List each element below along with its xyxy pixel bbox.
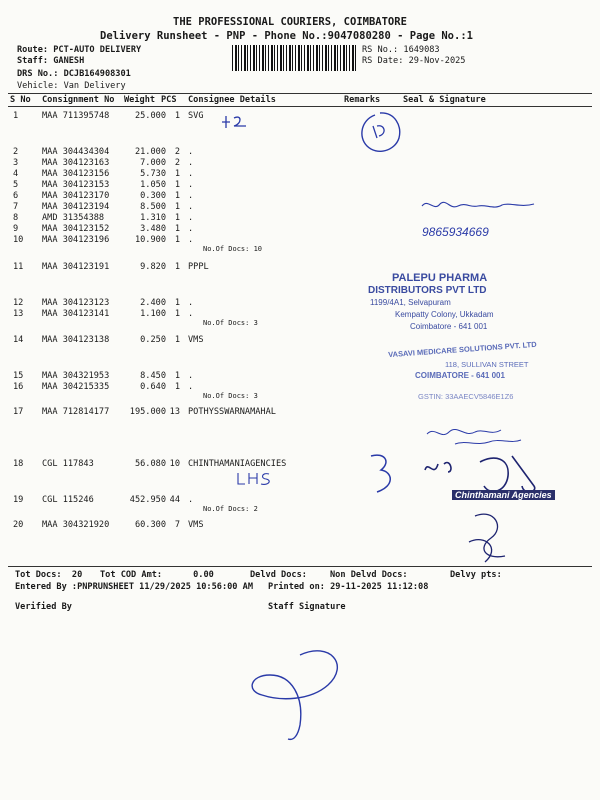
row-weight: 56.080	[134, 459, 166, 469]
row-weight: 8.500	[140, 202, 166, 212]
col-pcs: PCS	[161, 95, 177, 105]
staff-label: Staff: GANESH	[17, 56, 85, 66]
row-pcs: 1	[174, 298, 180, 308]
row-consignment-no: MAA 304123156	[42, 169, 110, 179]
total-cod: Tot COD Amt: 0.00	[100, 570, 214, 580]
row-sno: 2	[13, 147, 19, 157]
table-row	[0, 235, 600, 246]
row-consignee: .	[188, 202, 194, 212]
row-consignee: .	[188, 147, 194, 157]
row-weight: 25.000	[134, 111, 166, 121]
row-pcs: 1	[174, 382, 180, 392]
row-consignee: .	[188, 235, 194, 245]
row-pcs: 7	[174, 520, 180, 530]
row-sno: 13	[13, 309, 24, 319]
row-consignment-no: MAA 304123163	[42, 158, 110, 168]
column-header-row	[0, 95, 600, 106]
col-weight: Weight	[124, 95, 156, 105]
row-consignee: .	[188, 298, 194, 308]
row-sno: 10	[13, 235, 24, 245]
row-consignee: .	[188, 169, 194, 179]
table-row	[0, 371, 600, 382]
row-weight: 10.900	[134, 235, 166, 245]
row-weight: 9.820	[140, 262, 166, 272]
rs-number: RS No.: 1649083	[362, 45, 440, 55]
row-pcs: 44	[169, 495, 180, 505]
row-pcs: 1	[174, 309, 180, 319]
stamp-line: 118, SULLIVAN STREET	[445, 360, 529, 369]
drs-label: DRS No.: DCJB164908301	[17, 69, 131, 79]
col-consignee: Consignee Details	[188, 95, 276, 105]
table-row	[0, 309, 600, 320]
stamp-line: GSTIN: 33AAECV5846E1Z6	[418, 392, 514, 401]
row-pcs: 1	[174, 180, 180, 190]
col-sno: S No	[10, 95, 31, 105]
row-weight: 0.640	[140, 382, 166, 392]
row-consignee: .	[188, 371, 194, 381]
row-pcs: 1	[174, 224, 180, 234]
row-consignment-no: MAA 304123170	[42, 191, 110, 201]
row-sno: 17	[13, 407, 24, 417]
header-top-rule	[8, 93, 592, 94]
row-pcs: 1	[174, 191, 180, 201]
row-weight: 195.000	[129, 407, 166, 417]
row-sno: 7	[13, 202, 19, 212]
row-sno: 15	[13, 371, 24, 381]
row-weight: 2.400	[140, 298, 166, 308]
row-pcs: 1	[174, 262, 180, 272]
chinthamani-stamp: Chinthamani Agencies	[452, 490, 555, 500]
row-consignment-no: MAA 304123194	[42, 202, 110, 212]
table-row	[0, 224, 600, 235]
row-sno: 5	[13, 180, 19, 190]
row-pcs: 1	[174, 235, 180, 245]
row-weight: 7.000	[140, 158, 166, 168]
row-weight: 1.050	[140, 180, 166, 190]
row-weight: 3.480	[140, 224, 166, 234]
row-pcs: 2	[174, 158, 180, 168]
row-consignment-no: MAA 712814177	[42, 407, 110, 417]
row-consignment-no: MAA 304123138	[42, 335, 110, 345]
row-consignment-no: MAA 304123196	[42, 235, 110, 245]
table-row	[0, 180, 600, 191]
stamp-line: COIMBATORE - 641 001	[415, 371, 505, 380]
handwritten-circle-mark	[355, 108, 405, 158]
row-pcs: 10	[169, 459, 180, 469]
row-pcs: 1	[174, 111, 180, 121]
handwritten-phone: 9865934669	[422, 225, 489, 239]
row-consignment-no: MAA 304123123	[42, 298, 110, 308]
stamp-line: PALEPU PHARMA	[392, 272, 488, 284]
col-seal: Seal & Signature	[403, 95, 486, 105]
row-consignment-no: MAA 304123153	[42, 180, 110, 190]
table-row	[0, 169, 600, 180]
row-consignee: .	[188, 309, 194, 319]
row-weight: 1.100	[140, 309, 166, 319]
row-sno: 19	[13, 495, 24, 505]
verified-signature	[240, 635, 360, 745]
row-weight: 21.000	[134, 147, 166, 157]
row-pcs: 2	[174, 147, 180, 157]
row-consignee: .	[188, 213, 194, 223]
row-pcs: 1	[174, 169, 180, 179]
row-sno: 6	[13, 191, 19, 201]
row-consignment-no: CGL 117843	[42, 459, 94, 469]
table-row	[0, 111, 600, 122]
total-docs: Tot Docs: 20	[15, 570, 83, 580]
row-consignment-no: MAA 304123191	[42, 262, 110, 272]
row-sno: 12	[13, 298, 24, 308]
row-consignee: .	[188, 158, 194, 168]
row-consignee: .	[188, 382, 194, 392]
handwritten-mark-18	[365, 450, 405, 500]
row-consignee: VMS	[188, 520, 204, 530]
printed-on: Printed on: 29-11-2025 11:12:08	[268, 582, 429, 592]
header-bottom-rule	[8, 106, 592, 107]
stamp-line: DISTRIBUTORS PVT LTD	[368, 285, 487, 296]
row-consignment-no: MAA 304321920	[42, 520, 110, 530]
rs-date: RS Date: 29-Nov-2025	[362, 56, 466, 66]
signature-20	[455, 508, 525, 568]
row-weight: 5.730	[140, 169, 166, 179]
row-weight: 8.450	[140, 371, 166, 381]
table-row	[0, 158, 600, 169]
entered-by: Entered By :PNPRUNSHEET 11/29/2025 10:56:00 AM	[15, 582, 253, 592]
barcode	[232, 45, 358, 71]
row-consignment-no: MAA 711395748	[42, 111, 110, 121]
row-consignment-no: MAA 304123152	[42, 224, 110, 234]
row-weight: 452.950	[129, 495, 166, 505]
delivery-points: Delvy pts:	[450, 570, 502, 580]
row-consignee: .	[188, 191, 194, 201]
docs-note: No.Of Docs: 3	[203, 319, 258, 327]
row-sno: 16	[13, 382, 24, 392]
row-pcs: 1	[174, 371, 180, 381]
row-sno: 11	[13, 262, 24, 272]
row-consignment-no: MAA 304434304	[42, 147, 110, 157]
stamp-line: Kempatty Colony, Ukkadam	[395, 310, 494, 319]
row-sno: 8	[13, 213, 19, 223]
table-row	[0, 298, 600, 309]
docs-note: No.Of Docs: 2	[203, 505, 258, 513]
delivered-docs: Delvd Docs:	[250, 570, 307, 580]
row-weight: 1.310	[140, 213, 166, 223]
row-consignee: VMS	[188, 335, 204, 345]
table-row	[0, 147, 600, 158]
row-pcs: 13	[169, 407, 180, 417]
stamp-line: VASAVI MEDICARE SOLUTIONS PVT. LTD	[387, 339, 537, 360]
table-row	[0, 262, 600, 273]
company-title: THE PROFESSIONAL COURIERS, COIMBATORE	[173, 16, 407, 28]
row-pcs: 1	[174, 202, 180, 212]
row-consignee: POTHYSSWARNAMAHAL	[188, 407, 276, 417]
row-consignment-no: MAA 304321953	[42, 371, 110, 381]
row-consignee: .	[188, 180, 194, 190]
verified-by: Verified By	[15, 602, 72, 612]
row-pcs: 1	[174, 335, 180, 345]
row-weight: 60.300	[134, 520, 166, 530]
row-sno: 3	[13, 158, 19, 168]
row-consignment-no: AMD 31354388	[42, 213, 105, 223]
non-delivered-docs: Non Delvd Docs:	[330, 570, 408, 580]
docs-note: No.Of Docs: 3	[203, 392, 258, 400]
row-consignee: PPPL	[188, 262, 209, 272]
row-consignee: CHINTHAMANIAGENCIES	[188, 459, 287, 469]
runsheet-subtitle: Delivery Runsheet - PNP - Phone No.:9047080280 - Page No.:1	[100, 30, 473, 42]
row-consignment-no: MAA 304123141	[42, 309, 110, 319]
stamp-line: Coimbatore - 641 001	[410, 322, 488, 331]
row-sno: 20	[13, 520, 24, 530]
row-weight: 0.300	[140, 191, 166, 201]
row-consignee: .	[188, 224, 194, 234]
stamp-line: 1199/4A1, Selvapuram	[370, 298, 451, 307]
handwritten-note	[425, 420, 535, 450]
row-consignee: SVG	[188, 111, 204, 121]
row-weight: 0.250	[140, 335, 166, 345]
row-pcs: 1	[174, 213, 180, 223]
handwritten-initials	[218, 110, 268, 130]
docs-note: No.Of Docs: 10	[203, 245, 263, 253]
row-consignment-no: MAA 304215335	[42, 382, 110, 392]
col-consignment: Consignment No	[42, 95, 115, 105]
row-consignee: .	[188, 495, 194, 505]
staff-signature-label: Staff Signature	[268, 602, 346, 612]
handwritten-lhs	[235, 470, 275, 488]
col-remarks: Remarks	[344, 95, 381, 105]
row-sno: 4	[13, 169, 19, 179]
row-consignment-no: CGL 115246	[42, 495, 94, 505]
row-sno: 1	[13, 111, 19, 121]
vehicle-label: Vehicle: Van Delivery	[17, 81, 126, 91]
table-row	[0, 407, 600, 418]
row-sno: 9	[13, 224, 19, 234]
route-label: Route: PCT-AUTO DELIVERY	[17, 45, 142, 55]
row-sno: 14	[13, 335, 24, 345]
handwritten-scribble	[420, 196, 540, 216]
row-sno: 18	[13, 459, 24, 469]
